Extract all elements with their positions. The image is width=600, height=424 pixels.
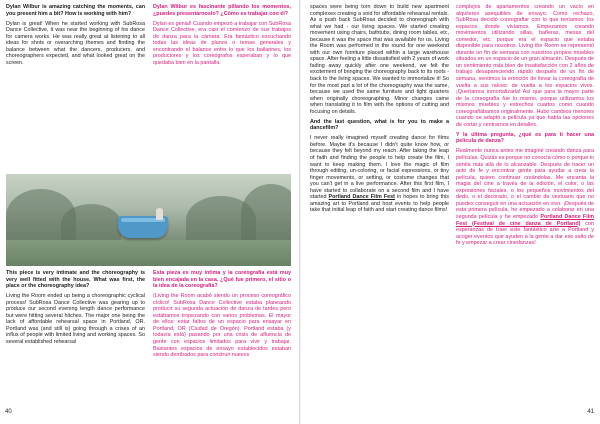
page-gutter <box>299 0 301 424</box>
festival-cine-danza-link[interactable]: Portland Dance Film Fest (Festival de cine danza de Portland) <box>456 213 594 227</box>
respuesta-cinedanza-final: con esperanzas de traer este fantástico arte a Portland y acoger eventos que ayuden a la gente a dar ese salto de fe y empezar a crear cinedanzas! <box>456 220 594 247</box>
pregunta-lugar: Esta pieza es muy íntima y la coreografía está muy bien encajada en la casa. ¿Qué fue primero, el sitio o la idea de la coreografía? <box>153 270 291 290</box>
dancer-figure <box>156 208 163 220</box>
column-spanish-bottom <box>153 270 291 410</box>
respuesta-cinedanza: Realmente nunca antes me imaginé creando danza para películas. Quizás es porque no conocía cómo o porque lo sentía más allá de lo alcanzable. Después de hacer un acto de fe y encontrar gente para ayudar a crear la película, quiero continuar creándolas. Me encanta la magia del cine a través de la edición, el color, o las expresiones faciales, o los pequeños movimientos del dedo, o el decorado, o el cambio de vestuario que no puedes conseguir en una actuación en vivo. ¡Después de esta primera película, he empezado a colaborar en una segunda película y he empezado <box>456 148 594 220</box>
page-number-left: 40 <box>5 409 12 415</box>
answer-place-continued: spaces were being torn down to build new apartment complexes creating a void for affordable rehearsal rentals. As a push back SubRosa decided to choreograph with what we had - our living spaces. We started creating movement using chairs, bathtubs, dining room tables, etc, because it was the space that was available for us. Living the Room was performed in the round for one weekend with our own furniture placed within a large warehouse space. After feeling a little dissatisfied with 2 years of work fading away quickly after one weekend, we felt the excitement of bringing the choreography back to its roots - back to the living spaces. We wanted to immortalize it! So for the most part a lot of the choreography was the same, because we used the same furniture and tight quarters when originally choreographing. Minor changes came when translating it to film with the options of cutting and focusing on details. <box>310 4 449 115</box>
answer-camera: Dylan is great! When he started working with SubRosa Dance Collective, it was near the beginning of his dance for camera works. He was really great at listening to all ideas for shots or overarching themes and finding the balance between what the dancers, producers, and choreographers expected, and what looked great on the screen. <box>6 20 145 66</box>
column-spanish-right <box>456 4 594 410</box>
answer-dancefilm-end: in hopes to bring this amazing art to Portland and host events to help people take that initial leap of faith and start creating dance films! <box>310 194 449 214</box>
pregunta-camara: Dylan Wilbur es fascinante pillando los momentos, ¿puedes presentárnoslo? ¿Cómo es trabajar con él? <box>153 4 291 17</box>
answer-place: Living the Room ended up being a choreographic cyclical process! SubRosa Dance Collective was gearing up to produce our second evening length dance performance but were hitting several hitches. The major one being the lack of affordable rehearsal space in Portland, OR. Portland was (and still is) going through a crises of an influx of people with limited living and working spaces. So several established rehearsal <box>6 293 145 345</box>
respuesta-lugar: (Living the Room acabó siendo un proceso coreográfico cíclico! SubRosa Dance Collective estaba planeando producir su segunda actuación de danza de tardes pero estábamos tropezando con varios problemas. El mayor de ellos: estar faltos de un espacio para ensayar en Portland, OR (Ciudad de Oregón). Portland estaba (y todavía está) pasando por una crisis de afluencia de gente con espacios limitados para vivir y trabajar. Bastantes espacios de ensayo establecidos estaban siendo derribados para construir nuevos <box>153 293 291 359</box>
portland-dance-film-fest-link[interactable]: Portland Dance Film Fest <box>328 194 395 201</box>
column-english-right <box>310 4 449 410</box>
question-camera: Dylan Wilbur is amazing catching the moments, can you present him a bit? How is working with him? <box>6 4 145 17</box>
dancers-with-bathtub-in-field-photo <box>6 174 291 266</box>
column-english-bottom <box>6 270 145 410</box>
pregunta-cinedanza: Y la última pregunta, ¿qué es para ti hacer una película de danza? <box>456 131 594 145</box>
grass-field <box>6 240 291 266</box>
column-english-top <box>6 4 145 168</box>
respuesta-camara: Dylan es genial! Cuando empezó a trabajar con SubRosa Dance Collective, era casi el comienzo de sus trabajos de danza para la cámara. Era fantástico escuchando todas las ideas de planos o temas generales y encontrando el balance entre lo que los bailarines, los productores y los coreógrafos esperaban y lo que quedaba bien en la pantalla. <box>153 20 291 66</box>
answer-dancefilm: I never really imagined myself creating dance for films before. Maybe it's because I didn't quite know how, or because they felt beyond my reach. After taking the leap of faith and finding the people to help create the film, I want to keep making them. I love the magic of film through editing, un-coloring, or facial expressions, or tiny finger movements, or setting, or costume changes that you can't get in a live performance. After this first film, I have started to collaborate on a second film and I have started <box>310 135 449 201</box>
page-number-right: 41 <box>587 409 594 415</box>
question-place: This piece is very intimate and the choreography is very well fitted with the house. What was first, the place or the choreography idea? <box>6 270 145 290</box>
question-dancefilm: And the last question, what is for you to make a dancefilm? <box>310 118 449 132</box>
respuesta-lugar-continuada: complejos de apartamentos creando un vacío en alquileres asequibles de ensayo. Como rechazo, SubRosa decidió coreografiar con lo que teníamos: los espacios donde vivíamos. Empezamos creando movimientos utilizando sillas, bañeras, mesas del comedor, etc, porque era el espacio que estaba disponible para nosotros. Living the Room se representó durante un fin de semana con nuestros propios muebles situados en un espacio de un gran almacén. Después de un sentimiento más bien de insatisfacción con 2 años de trabajo desapareciendo rápido después de un fin de semana, sentimos la emoción de llevar la coreografía de vuelta a sus raíces: de vuelta a los espacios vivos. ¡Queríamos inmortalizarla! Así que para la mayor parte de la coreografía fue lo mismo, porque utilizamos los mismos muebles y estrechos cuartos como cuando coreografiábamos originalmente. Hubo cambios menores cuando se adaptó a película ya que había las opciones de cortar y centrarnos en detalles. <box>456 4 594 128</box>
column-spanish-top <box>153 4 291 168</box>
